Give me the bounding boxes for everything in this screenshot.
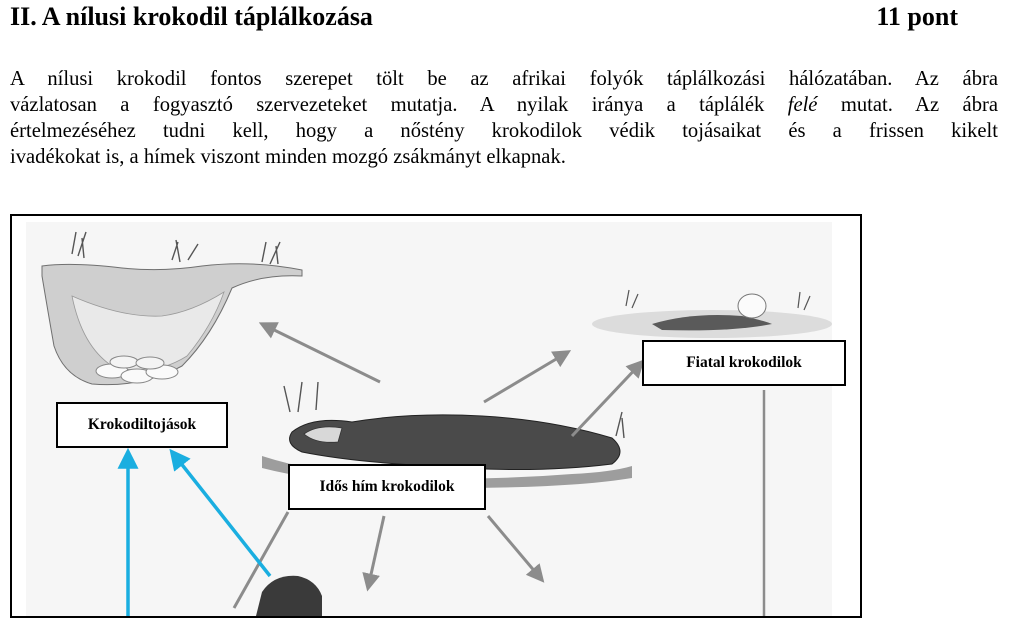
intro-line-1: A nílusi krokodil fontos szerepet tölt be az afrikai folyók táplálkozási hálózatában. Az ábra xyxy=(10,68,998,90)
intro-line-2-emphasis: felé xyxy=(787,94,818,116)
section-title: II. A nílusi krokodil táplálkozása xyxy=(10,2,373,31)
section-points: 11 pont xyxy=(876,2,958,31)
label-young: Fiatal krokodilok xyxy=(642,340,846,386)
intro-line-2-end: mutat. Az ábra xyxy=(817,94,998,116)
label-old-males: Idős hím krokodilok xyxy=(288,464,486,510)
intro-line-4: ivadékokat is, a hímek viszont minden mozgó zsákmányt elkapnak. xyxy=(10,146,566,168)
intro-line-2 xyxy=(10,92,998,118)
food-web-figure xyxy=(10,214,862,618)
intro-line-3: értelmezéséhez tudni kell, hogy a nőstény krokodilok védik tojásaikat és a frissen kikelt xyxy=(10,120,998,142)
intro-line-2-start: vázlatosan a fogyasztó szervezeteket mutatja. A nyilak iránya a táplálék xyxy=(10,94,788,116)
section-heading xyxy=(10,2,958,32)
label-eggs: Krokodiltojások xyxy=(56,402,228,448)
intro-paragraph xyxy=(10,66,998,170)
